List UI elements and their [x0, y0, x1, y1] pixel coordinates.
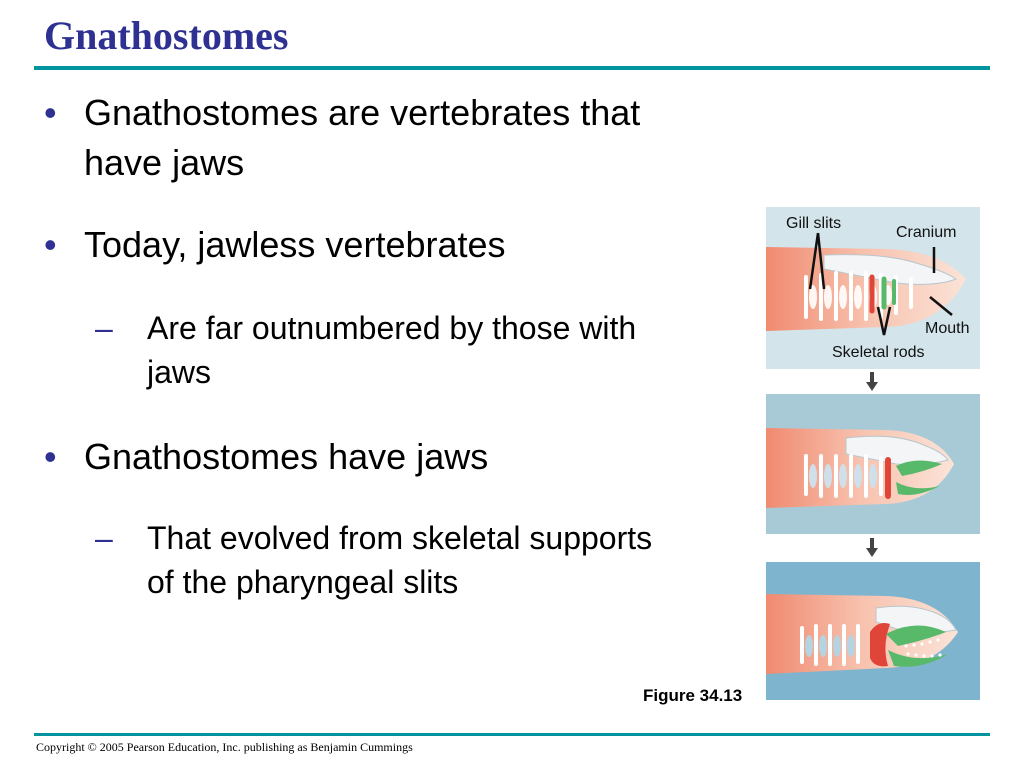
- sub-bullet-marker: –: [95, 520, 113, 556]
- sub-bullet-text: That evolved from skeletal supports of the pharyngeal slits: [147, 520, 653, 600]
- bullet-marker: •: [44, 436, 57, 477]
- label-cranium: Cranium: [896, 224, 957, 241]
- label-mouth: Mouth: [925, 320, 970, 337]
- figure-caption: Figure 34.13: [643, 686, 743, 705]
- figure-panel-jawless-ancestor: [766, 207, 980, 369]
- title-divider: [34, 66, 990, 70]
- copyright-notice: Copyright © 2005 Pearson Education, Inc. publishing as Benjamin Cummings: [36, 740, 413, 754]
- sub-bullet-marker: –: [95, 310, 113, 346]
- panel-illustration: [766, 207, 980, 369]
- panel-illustration: [766, 562, 980, 700]
- label-skeletal-rods: Skeletal rods: [832, 344, 925, 361]
- figure-panel-modern-jaw: [766, 562, 980, 700]
- bullet-text: Today, jawless vertebrates: [84, 224, 506, 265]
- bullet-text: Gnathostomes are vertebrates that have jaws: [84, 92, 641, 183]
- sub-bullet-text: Are far outnumbered by those with jaws: [147, 310, 637, 390]
- footer-divider: [34, 733, 990, 736]
- bullet-text: Gnathostomes have jaws: [84, 436, 489, 477]
- bullet-marker: •: [44, 224, 57, 265]
- figure-panel-early-jaw: [766, 394, 980, 534]
- down-arrow-icon: [865, 538, 879, 558]
- down-arrow-icon: [865, 372, 879, 392]
- label-gill-slits: Gill slits: [786, 215, 842, 232]
- panel-illustration: [766, 394, 980, 534]
- bullet-marker: •: [44, 92, 57, 133]
- slide-title: Gnathostomes: [44, 13, 289, 58]
